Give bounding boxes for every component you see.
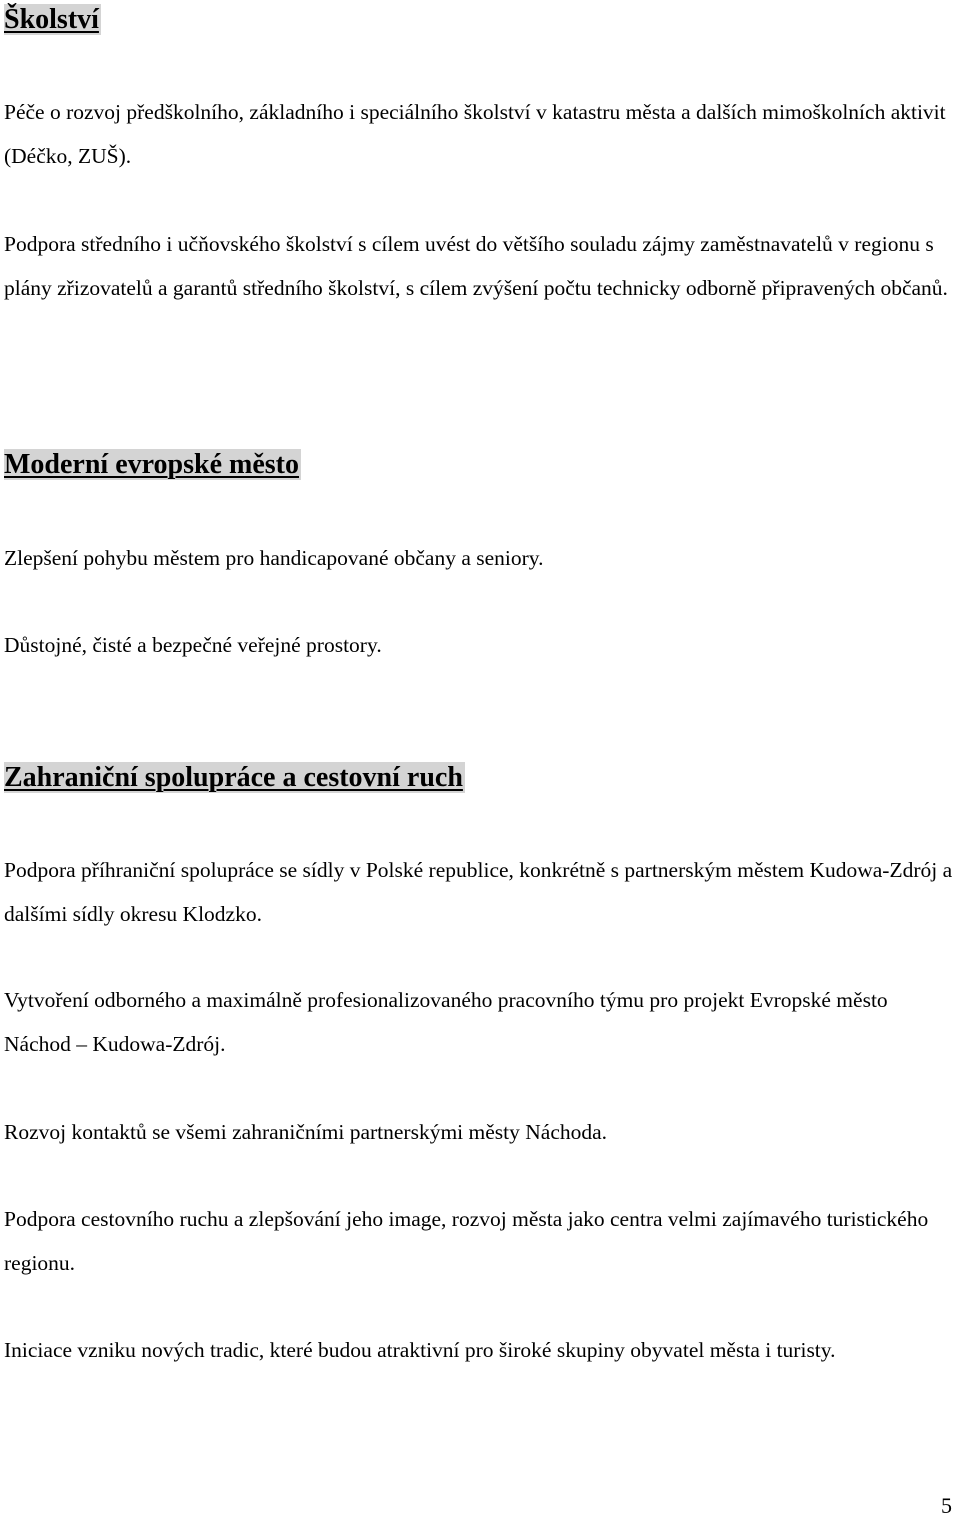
- paragraph-mobility: Zlepšení pohybu městem pro handicapované občany a seniory.: [4, 546, 544, 570]
- paragraph-preschool-education: Péče o rozvoj předškolního, základního i speciálního školství v katastru města a dalších mimoškolních aktivit (Déčko, ZUŠ).: [4, 100, 946, 168]
- section-heading-text: Zahraniční spolupráce a cestovní ruch: [4, 762, 463, 793]
- paragraph-border-cooperation: Podpora příhraniční spolupráce se sídly v Polské republice, konkrétně s partnerským městem Kudowa-Zdrój a dalšími sídly okresu Klodzko.: [4, 858, 953, 926]
- section-heading-skolstvi: [4, 2, 101, 38]
- page-number: 5: [941, 1493, 952, 1518]
- paragraph-partner-cities: Rozvoj kontaktů se všemi zahraničními partnerskými městy Náchoda.: [4, 1120, 608, 1144]
- section-heading-modern-city: [4, 447, 301, 483]
- section-heading-foreign-cooperation: [4, 760, 465, 796]
- paragraph-project-team: Vytvoření odborného a maximálně profesionalizovaného pracovního týmu pro projekt Evropské město Náchod – Kudowa-Zdrój.: [4, 988, 888, 1056]
- section-heading-text: Školství: [4, 4, 99, 35]
- section-heading-text: Moderní evropské město: [4, 449, 299, 480]
- paragraph-public-spaces: Důstojné, čisté a bezpečné veřejné prostory.: [4, 633, 382, 657]
- paragraph-new-traditions: Iniciace vzniku nových tradic, které budou atraktivní pro široké skupiny obyvatel města i turisty.: [4, 1338, 836, 1362]
- paragraph-tourism: Podpora cestovního ruchu a zlepšování jeho image, rozvoj města jako centra velmi zajímavého turistického regionu.: [4, 1207, 929, 1275]
- paragraph-secondary-education: Podpora středního i učňovského školství s cílem uvést do většího souladu zájmy zaměstnavatelů v regionu s plány zřizovatelů a garantů středního školství, s cílem zvýšení počtu technicky odborně připravených občanů.: [4, 232, 948, 300]
